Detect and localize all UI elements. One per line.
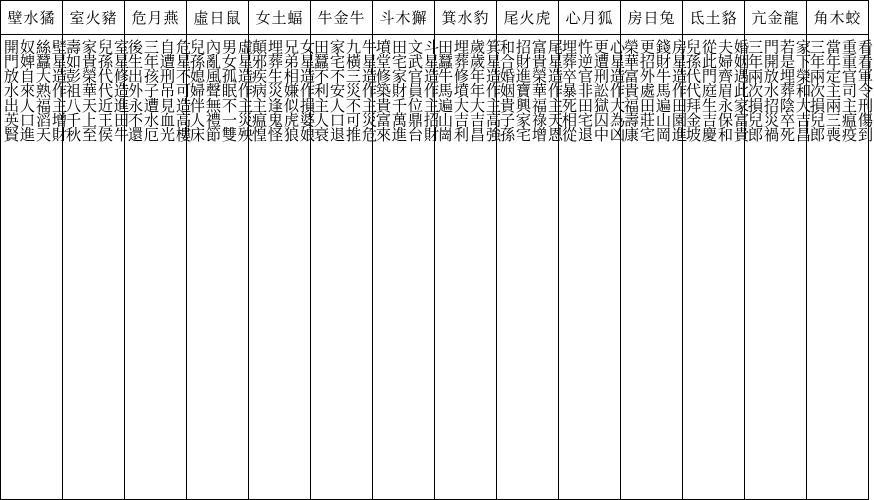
verse-body [373,35,440,499]
verse-line: 更遭刑訟獄囚中 [592,39,610,142]
verse-line: 和合婚姻貴子孫 [498,39,516,142]
mansion-header: 氐土貉 [683,1,744,35]
mansion-column [558,1,626,499]
verse-line: 內亂風聲無禮節 [204,39,222,142]
mansion-header: 室火豬 [63,1,124,35]
verse-line: 壁星造作主增財 [50,39,68,142]
mansion-column [620,1,688,499]
verse-line: 田蠶牛馬遍山崗 [436,39,454,142]
verse-line: 絲蠶大熟福滔天 [34,39,52,142]
verse-line: 兒孫代代近王侯 [96,39,114,142]
mansion-column [434,1,502,499]
mansion-header: 尾火虎 [497,1,558,35]
verse-line: 墳堂修築貴富來 [374,39,392,142]
mansion-column [682,1,750,499]
verse-line: 重重官司主瘟疫 [840,39,858,142]
mansion-header: 亢金龍 [745,1,806,35]
verse-line: 虛星造作主災殃 [236,39,254,142]
verse-body [249,35,316,499]
mansion-column [806,1,874,499]
verse-body [1,35,68,499]
verse-body [435,35,502,499]
verse-line: 從此門庭生吉慶 [700,39,718,142]
verse-line: 若是埋葬陰卒死 [778,39,796,142]
verse-body [683,35,750,499]
mansion-header: 箕水豹 [435,1,496,35]
verse-line: 當年定主兩三喪 [824,39,842,142]
verse-line: 危星不可造高樓 [174,39,192,142]
verse-body [621,35,688,499]
verse-line: 心星造作大為凶 [608,39,626,142]
verse-line: 奴婢自來人口進 [18,39,36,142]
mansion-header: 牛金牛 [311,1,372,35]
verse-line: 文武官員位鼎台 [406,39,424,142]
verse-line: 室星修造進田牛 [112,39,130,142]
verse-line: 夫婦齊眉永保和 [716,39,734,142]
verse-line: 看看軍令刑傷到 [856,39,874,142]
verse-line: 忤逆官非田宅退 [576,39,594,142]
verse-line: 家下榮和大吉昌 [794,39,812,142]
verse-line: 田宅家財千萬進 [390,39,408,142]
mansion-header: 壁水獝 [1,1,62,35]
verse-line: 富貴榮華福祿增 [530,39,548,142]
verse-line: 歲歲年年大吉昌 [468,39,486,142]
verse-line: 埋葬生災逢鬼怪 [266,39,284,142]
mansion-header: 斗木獬 [373,1,434,35]
mansion-column [248,1,316,499]
mansion-header: 女土蝠 [249,1,310,35]
verse-line: 三年兩次損兒郎 [808,39,826,142]
verse-line: 顛邪疾病主瘟惶 [250,39,268,142]
verse-line: 女星造作損婆娘 [298,39,316,142]
verse-line: 婚姻遇此家富貴 [732,39,750,142]
verse-line: 斗星造作主招財 [422,39,440,142]
mansion-column [186,1,254,499]
verse-line: 九橫三災不可推 [344,39,362,142]
mansion-column [310,1,378,499]
verse-line: 尾星造作主天恩 [546,39,564,142]
verse-line: 開門放水出英賢 [2,39,20,142]
verse-line: 招財進寶興家宅 [514,39,532,142]
mansion-header: 心月狐 [559,1,620,35]
verse-line: 後生出外永不還 [126,39,144,142]
verse-body [807,35,874,499]
mansion-column [124,1,192,499]
verse-line: 家宅不安人口退 [328,39,346,142]
verse-line: 男女孤眠不一雙 [220,39,238,142]
verse-body [745,35,812,499]
mansion-column [372,1,440,499]
verse-line: 埋葬修墳大吉利 [452,39,470,142]
mansion-column [496,1,564,499]
verse-line: 箕星造作主高強 [484,39,502,142]
verse-line: 埋葬卒暴死相從 [560,39,578,142]
mansion-column [1,1,68,499]
verse-line: 兒孫媳婦伴人床 [188,39,206,142]
verse-line: 榮華富貴福壽康 [622,39,640,142]
verse-body [63,35,130,499]
verse-body [125,35,192,499]
verse-line: 三年孩子遭水厄 [142,39,160,142]
verse-line: 房星造作田園進 [670,39,688,142]
verse-body [497,35,564,499]
verse-line: 自遭刑吊見血光 [158,39,176,142]
mansion-header: 房日兔 [621,1,682,35]
verse-line: 兒孫代代拜金坡 [684,39,702,142]
verse-line: 更招外處田莊宅 [638,39,656,142]
mansion-column [62,1,130,499]
mansion-header: 虛日鼠 [187,1,248,35]
mansion-header: 危月燕 [125,1,186,35]
verse-line: 三年兩次損兒郎 [746,39,764,142]
verse-line: 門開放水招災禍 [762,39,780,142]
verse-body [559,35,626,499]
verse-line: 壽如彭祖八千秋 [64,39,82,142]
verse-line: 兄弟相嫌似虎狼 [282,39,300,142]
verse-line: 田蠶不利主人衰 [312,39,330,142]
verse-body [187,35,254,499]
verse-line: 家貴榮華天上至 [80,39,98,142]
mansion-header: 角木蛟 [807,1,868,35]
verse-body [311,35,378,499]
mansion-column [744,1,812,499]
verse-line: 錢財牛馬遍山岡 [654,39,672,142]
verse-line: 牛星造作主災危 [360,39,378,142]
